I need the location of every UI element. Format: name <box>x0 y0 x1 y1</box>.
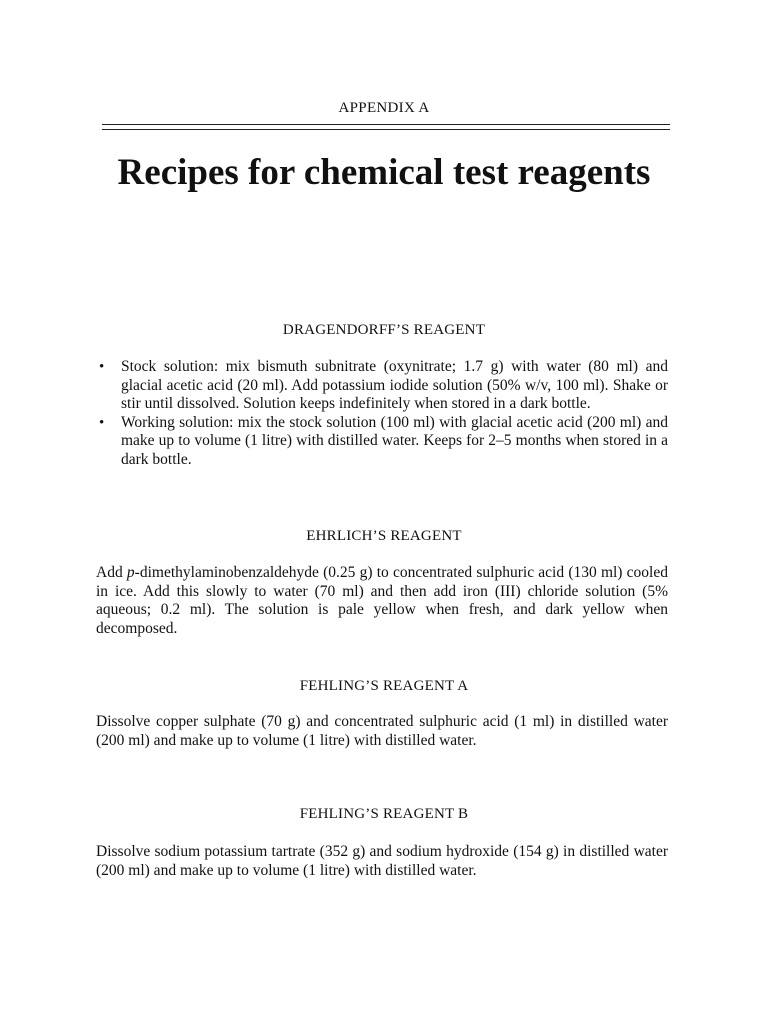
bullet-icon: • <box>99 359 105 375</box>
fehling-a-paragraph: Dissolve copper sulphate (70 g) and concentrated sulphuric acid (1 ml) in distilled water (200 ml) and make up to volume (1 litre) with distilled water. <box>96 713 668 749</box>
ehrlich-italic-prefix: p <box>126 564 135 581</box>
section-heading-fehling-a: FEHLING’S REAGENT A <box>299 678 469 694</box>
chapter-title: Recipes for chemical test reagents <box>117 152 651 193</box>
ehrlich-text: -dimethylaminobenzaldehyde (0.25 g) to concentrated sulphuric acid (130 ml) cooled in ice. Add this slowly to water (70 ml) and then add iron (III) chloride solution (5% aqueous; 0.2 ml). The solution is pale yellow when fresh, and dark yellow when decomposed. <box>96 564 668 637</box>
section-heading-ehrlich: EHRLICH’S REAGENT <box>306 528 462 544</box>
header-rule-top <box>102 124 670 125</box>
section-heading-fehling-b: FEHLING’S REAGENT B <box>299 806 469 822</box>
dragendorff-bullet-list <box>96 358 668 469</box>
appendix-label: APPENDIX A <box>338 100 430 116</box>
fehling-b-paragraph: Dissolve sodium potassium tartrate (352 g) and sodium hydroxide (154 g) in distilled water (200 ml) and make up to volume (1 litre) with distilled water. <box>96 843 668 879</box>
list-item <box>96 358 668 414</box>
bullet-icon: • <box>99 414 105 431</box>
header-rule-bottom <box>102 129 670 130</box>
list-item-text: Stock solution: mix bismuth subnitrate (oxynitrate; 1.7 g) with water (80 ml) and glacial acetic acid (20 ml). Add potassium iodide solution (50% w/v, 100 ml). Shake or stir until dissolved. Solution keeps indefinitely when stored in a dark bottle. <box>121 358 668 412</box>
ehrlich-paragraph <box>96 564 668 638</box>
list-item <box>96 414 668 470</box>
ehrlich-text-lead: Add <box>96 564 127 581</box>
section-heading-dragendorff: DRAGENDORFF’S REAGENT <box>282 322 486 338</box>
list-item-text: Working solution: mix the stock solution (100 ml) with glacial acetic acid (200 ml) and make up to volume (1 litre) with distilled water. Keeps for 2–5 months when stored in a dark bottle. <box>121 413 668 468</box>
